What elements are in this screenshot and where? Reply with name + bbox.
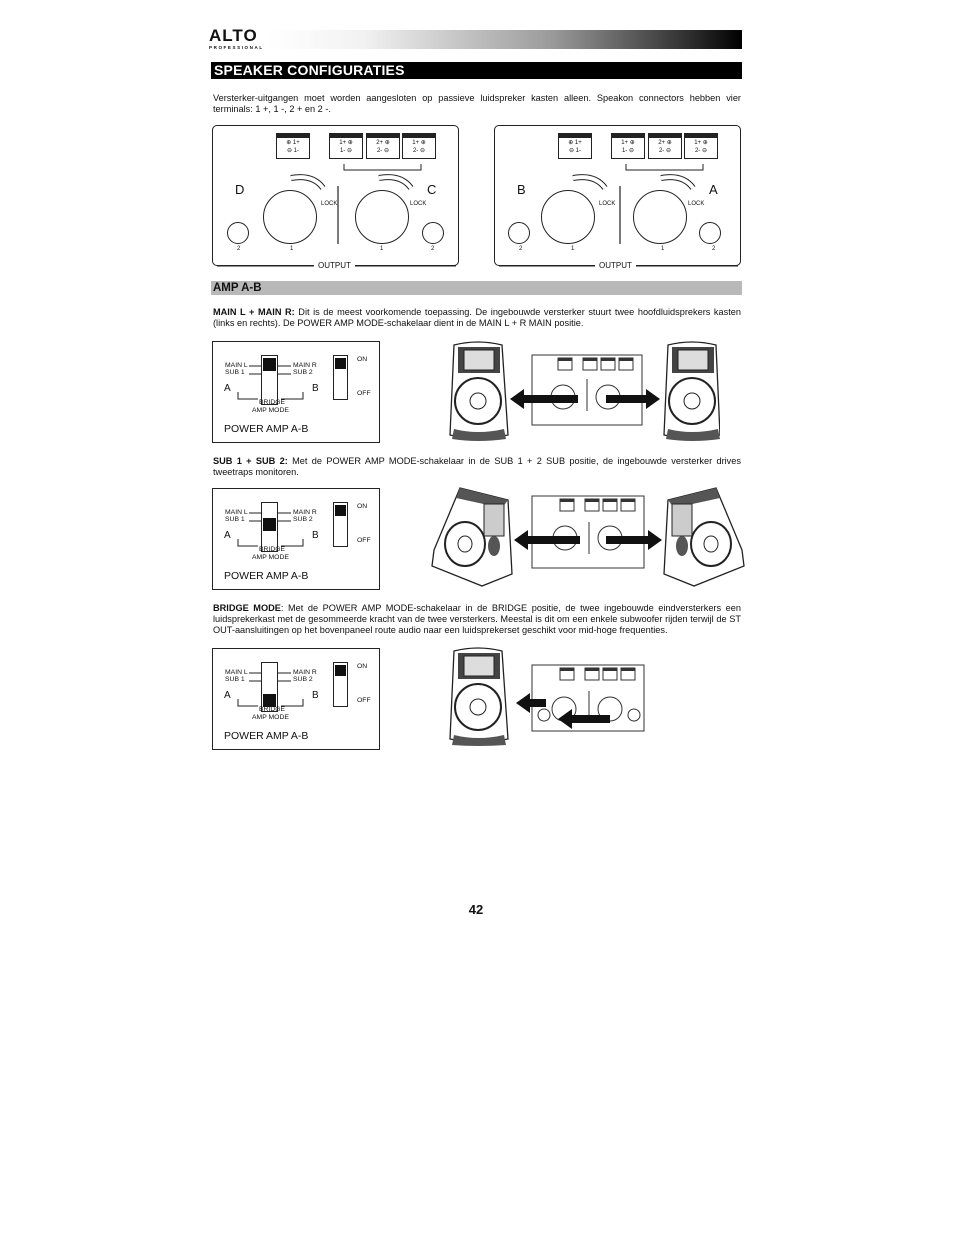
b-label: B xyxy=(312,690,319,701)
speakon-jack-1-right xyxy=(633,190,687,244)
output-label: OUTPUT xyxy=(314,261,355,270)
lock-label: LOCK xyxy=(410,201,427,207)
jack-2-left xyxy=(227,222,249,244)
num-label: 2 xyxy=(712,246,716,252)
terminal-b: 2+ ⊕ 2- ⊖ xyxy=(648,133,682,159)
main-r-label: MAIN R xyxy=(293,669,317,676)
on-label: ON xyxy=(357,356,368,363)
channel-label-d: D xyxy=(235,182,245,197)
channel-label-a: A xyxy=(709,182,718,197)
sub2-label: SUB 2 xyxy=(293,516,313,523)
mode-sub-label: SUB 1 + SUB 2: xyxy=(213,456,288,466)
speaker-right-icon xyxy=(664,342,720,441)
jack-2-left xyxy=(508,222,530,244)
speaker-left-icon xyxy=(450,648,508,746)
power-switch-knob xyxy=(335,358,346,369)
terminal-b: 2+ ⊕ 2- ⊖ xyxy=(366,133,400,159)
a-label: A xyxy=(224,530,231,541)
mode-bridge-paragraph xyxy=(213,603,741,636)
jack-2-right xyxy=(699,222,721,244)
bridge-label: BRIDGE xyxy=(259,399,286,406)
mode-sub-text: Met de POWER AMP MODE-schakelaar in de SUB 1 + 2 SUB positie, de ingebouwde versterker drives tweetraps monitoren. xyxy=(213,456,741,477)
mini-rear-panel xyxy=(532,355,642,425)
illustration-sub xyxy=(430,486,746,590)
page-number: 42 xyxy=(468,902,484,917)
num-label: 2 xyxy=(237,246,241,252)
num-label: 1 xyxy=(661,246,665,252)
illustration-main-lr xyxy=(448,339,720,443)
sub2-label: SUB 2 xyxy=(293,369,313,376)
off-label: OFF xyxy=(357,697,371,704)
num-label: 2 xyxy=(519,246,523,252)
main-r-label: MAIN R xyxy=(293,362,317,369)
mode-sub-paragraph xyxy=(213,456,741,478)
on-label: ON xyxy=(357,663,368,670)
main-r-label: MAIN R xyxy=(293,509,317,516)
power-amp-title: POWER AMP A-B xyxy=(224,730,309,742)
sub1-label: SUB 1 xyxy=(225,369,245,376)
power-amp-title: POWER AMP A-B xyxy=(224,423,309,435)
power-amp-box-main xyxy=(212,341,380,443)
b-label: B xyxy=(312,530,319,541)
power-amp-box-sub xyxy=(212,488,380,590)
lock-label: LOCK xyxy=(599,201,616,207)
monitor-wedge-right-icon xyxy=(664,488,744,586)
terminal-a: 1+ ⊕ 1- ⊖ xyxy=(611,133,645,159)
jack-2-right xyxy=(422,222,444,244)
main-l-label: MAIN L xyxy=(225,362,248,369)
terminal-c: 1+ ⊕ 2- ⊖ xyxy=(402,133,436,159)
terminal-a: 1+ ⊕ 1- ⊖ xyxy=(329,133,363,159)
section-title-amp-ab: AMP A-B xyxy=(211,281,742,295)
speaker-left-icon xyxy=(450,342,508,441)
amp-mode-label: AMP MODE xyxy=(252,714,289,721)
channel-label-b: B xyxy=(517,182,526,197)
a-label: A xyxy=(224,690,231,701)
sub1-label: SUB 1 xyxy=(225,676,245,683)
main-l-label: MAIN L xyxy=(225,669,248,676)
header-gradient-bar xyxy=(268,30,742,49)
monitor-wedge-left-icon xyxy=(432,488,512,586)
intro-paragraph: Versterker-uitgangen moet worden aangesloten op passieve luidspreker kasten alleen. Speakon connectors hebben vier terminals: 1 +, 1 -, 2 + en 2 -. xyxy=(213,93,741,114)
a-label: A xyxy=(224,383,231,394)
lock-label: LOCK xyxy=(688,201,705,207)
amp-mode-label: AMP MODE xyxy=(252,554,289,561)
mode-main-label: MAIN L + MAIN R: xyxy=(213,307,295,317)
num-label: 2 xyxy=(431,246,435,252)
b-label: B xyxy=(312,383,319,394)
rear-panel-ba xyxy=(494,125,741,270)
num-label: 1 xyxy=(290,246,294,252)
terminal-c: 1+ ⊕ 2- ⊖ xyxy=(684,133,718,159)
mode-bridge-label: BRIDGE MODE xyxy=(213,603,281,613)
page-title: SPEAKER CONFIGURATIES xyxy=(211,62,742,79)
off-label: OFF xyxy=(357,537,371,544)
terminal-single: ⊕ 1+ ⊖ 1- xyxy=(558,133,592,159)
power-switch-knob xyxy=(335,665,346,676)
amp-mode-label: AMP MODE xyxy=(252,407,289,414)
speakon-jack-1-right xyxy=(355,190,409,244)
on-label: ON xyxy=(357,503,368,510)
power-amp-title: POWER AMP A-B xyxy=(224,570,309,582)
lock-label: LOCK xyxy=(321,201,338,207)
panel-lines xyxy=(213,126,460,267)
rear-panel-dc xyxy=(212,125,459,270)
bridge-label: BRIDGE xyxy=(259,546,286,553)
bridge-label: BRIDGE xyxy=(259,706,286,713)
panel-lines xyxy=(495,126,742,267)
sub2-label: SUB 2 xyxy=(293,676,313,683)
logo-sub-text: PROFESSIONAL xyxy=(209,45,264,50)
channel-label-c: C xyxy=(427,182,437,197)
alto-logo xyxy=(209,26,267,51)
mini-rear-panel xyxy=(532,496,644,568)
mode-main-text: Dit is de meest voorkomende toepassing. De ingebouwde versterker stuurt twee hoofdluidsprekers kasten (links en rechts). De POWER AMP MODE-schakelaar dient in de MAIN L + R MAIN positie. xyxy=(213,307,741,328)
terminal-single: ⊕ 1+ ⊖ 1- xyxy=(276,133,310,159)
speakon-jack-1-left xyxy=(541,190,595,244)
off-label: OFF xyxy=(357,390,371,397)
logo-main-text: ALTO xyxy=(209,26,258,45)
speakon-jack-1-left xyxy=(263,190,317,244)
num-label: 1 xyxy=(380,246,384,252)
mode-bridge-text: : Met de POWER AMP MODE-schakelaar in de BRIDGE positie, de twee ingebouwde eindversterkers een luidsprekerkast met de gesommeerde kracht van de twee versterkers. Meestal is dit om een enkele subwoofer rijden terwijl de ST OUT-aansluitingen op het bovenpaneel route audio naar een luidsprekerset geschikt voor mid-hoge frequenties. xyxy=(213,603,741,635)
illustration-bridge xyxy=(448,647,648,747)
power-switch-knob xyxy=(335,505,346,516)
power-amp-box-bridge xyxy=(212,648,380,750)
sub1-label: SUB 1 xyxy=(225,516,245,523)
main-l-label: MAIN L xyxy=(225,509,248,516)
output-label: OUTPUT xyxy=(595,261,636,270)
num-label: 1 xyxy=(571,246,575,252)
mode-main-paragraph xyxy=(213,307,741,329)
